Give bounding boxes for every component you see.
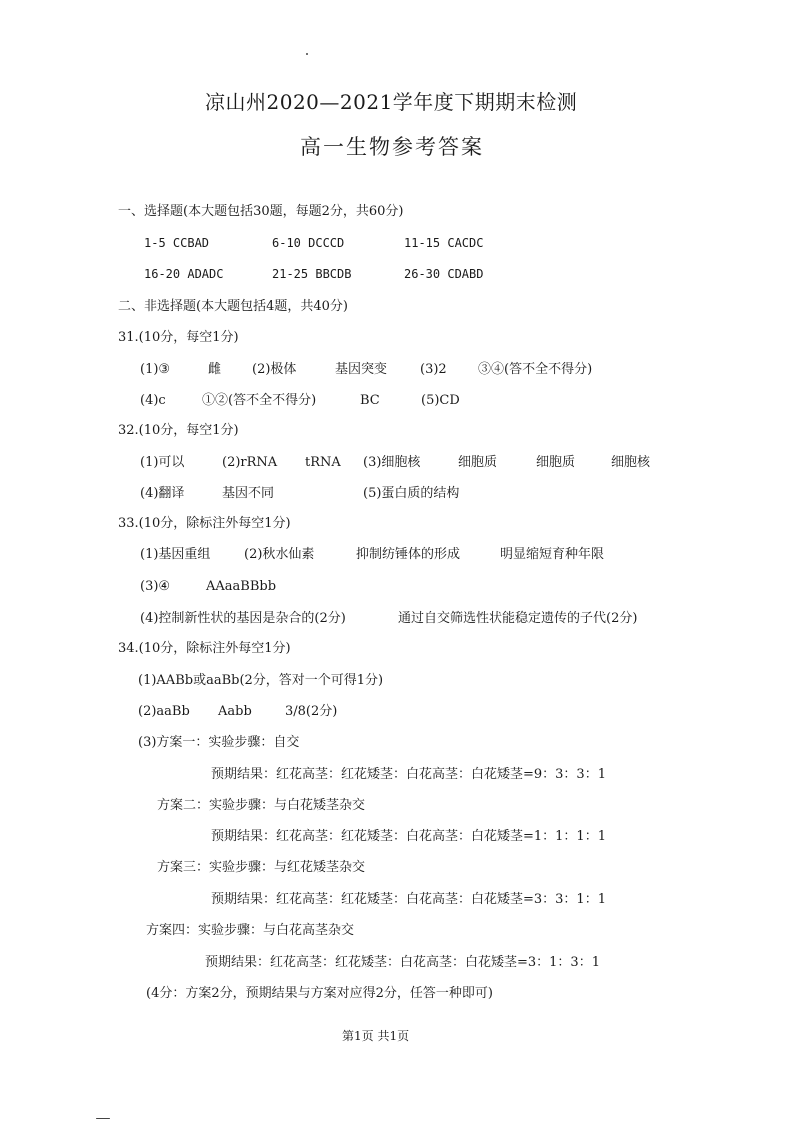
q34-plan1-result: 预期结果：红花高茎：红花矮茎：白花高茎：白花矮茎=9：3：3：1	[211, 767, 606, 782]
q33-answer: (3)④	[140, 579, 171, 594]
answer-group: 1-5 CCBAD	[144, 236, 210, 250]
q31-answer: (3)2	[420, 362, 447, 377]
q31-answer: 雌	[208, 362, 222, 377]
q31-answer: (1)③	[140, 362, 171, 377]
q34-answer: (2)aaBb	[138, 704, 190, 719]
answer-group: 11-15 CACDC	[404, 236, 484, 250]
q31-answer: ③④(答不全不得分)	[478, 362, 593, 377]
question-31-heading: 31.(10分，每空1分)	[118, 330, 239, 345]
answer-group: 6-10 DCCCD	[272, 236, 345, 250]
question-32-heading: 32.(10分，每空1分)	[118, 423, 239, 438]
q34-plan3-step: 方案三：实验步骤：与红花矮茎杂交	[157, 860, 366, 875]
q32-answer: 细胞质	[536, 455, 576, 470]
q32-answer: (1)可以	[140, 455, 185, 470]
scan-mark	[96, 1118, 110, 1119]
q31-answer: (5)CD	[421, 393, 460, 408]
section-heading-choice: 一、选择题(本大题包括30题，每题2分，共60分)	[118, 204, 404, 219]
q34-plan2-step: 方案二：实验步骤：与白花矮茎杂交	[157, 798, 366, 813]
q31-answer: 基因突变	[335, 362, 388, 377]
q33-answer: 通过自交筛选性状能稳定遗传的子代(2分)	[398, 611, 638, 626]
q33-answer: (2)秋水仙素	[244, 547, 315, 562]
q31-answer: ①②(答不全不得分)	[202, 393, 317, 408]
q32-answer: 基因不同	[222, 486, 275, 501]
answer-group: 16-20 ADADC	[144, 267, 224, 281]
question-33-heading: 33.(10分，除标注外每空1分)	[118, 516, 291, 531]
q33-answer: AAaaBBbb	[206, 579, 277, 594]
q34-plan1-step: (3)方案一：实验步骤：自交	[138, 735, 300, 750]
q32-answer: tRNA	[305, 455, 341, 470]
q34-answer: (1)AABb或aaBb(2分，答对一个可得1分)	[138, 673, 384, 688]
q32-answer: (5)蛋白质的结构	[363, 486, 460, 501]
q32-answer: 细胞质	[458, 455, 498, 470]
q34-answer: 3/8(2分)	[285, 704, 338, 719]
q32-answer: (3)细胞核	[363, 455, 421, 470]
page-title: 凉山州2020—2021学年度下期期末检测	[205, 90, 578, 114]
q33-answer: (1)基因重组	[140, 547, 211, 562]
q34-plan4-step: 方案四：实验步骤：与白花高茎杂交	[146, 923, 355, 938]
answer-group: 26-30 CDABD	[404, 267, 484, 281]
scan-speck	[306, 53, 308, 55]
q33-answer: 抑制纺锤体的形成	[356, 547, 461, 562]
q34-scoring-note: (4分：方案2分，预期结果与方案对应得2分，任答一种即可)	[146, 986, 493, 1001]
q34-plan3-result: 预期结果：红花高茎：红花矮茎：白花高茎：白花矮茎=3：3：1：1	[211, 892, 606, 907]
q34-answer: Aabb	[218, 704, 252, 719]
q33-answer: (4)控制新性状的基因是杂合的(2分)	[140, 611, 346, 626]
question-34-heading: 34.(10分，除标注外每空1分)	[118, 641, 291, 656]
page-footer: 第1页 共1页	[342, 1029, 410, 1043]
q31-answer: (4)c	[140, 393, 166, 408]
q32-answer: (4)翻译	[140, 486, 185, 501]
q34-plan4-result: 预期结果：红花高茎：红花矮茎：白花高茎：白花矮茎=3：1：3：1	[205, 955, 600, 970]
q34-plan2-result: 预期结果：红花高茎：红花矮茎：白花高茎：白花矮茎=1：1：1：1	[211, 829, 606, 844]
answer-group: 21-25 BBCDB	[272, 267, 352, 281]
q33-answer: 明显缩短育种年限	[500, 547, 605, 562]
q32-answer: (2)rRNA	[222, 455, 278, 470]
q31-answer: (2)极体	[252, 362, 297, 377]
q31-answer: BC	[360, 393, 380, 408]
section-heading-nonchoice: 二、非选择题(本大题包括4题，共40分)	[118, 299, 348, 314]
page-subtitle: 高一生物参考答案	[300, 135, 484, 159]
q32-answer: 细胞核	[611, 455, 651, 470]
